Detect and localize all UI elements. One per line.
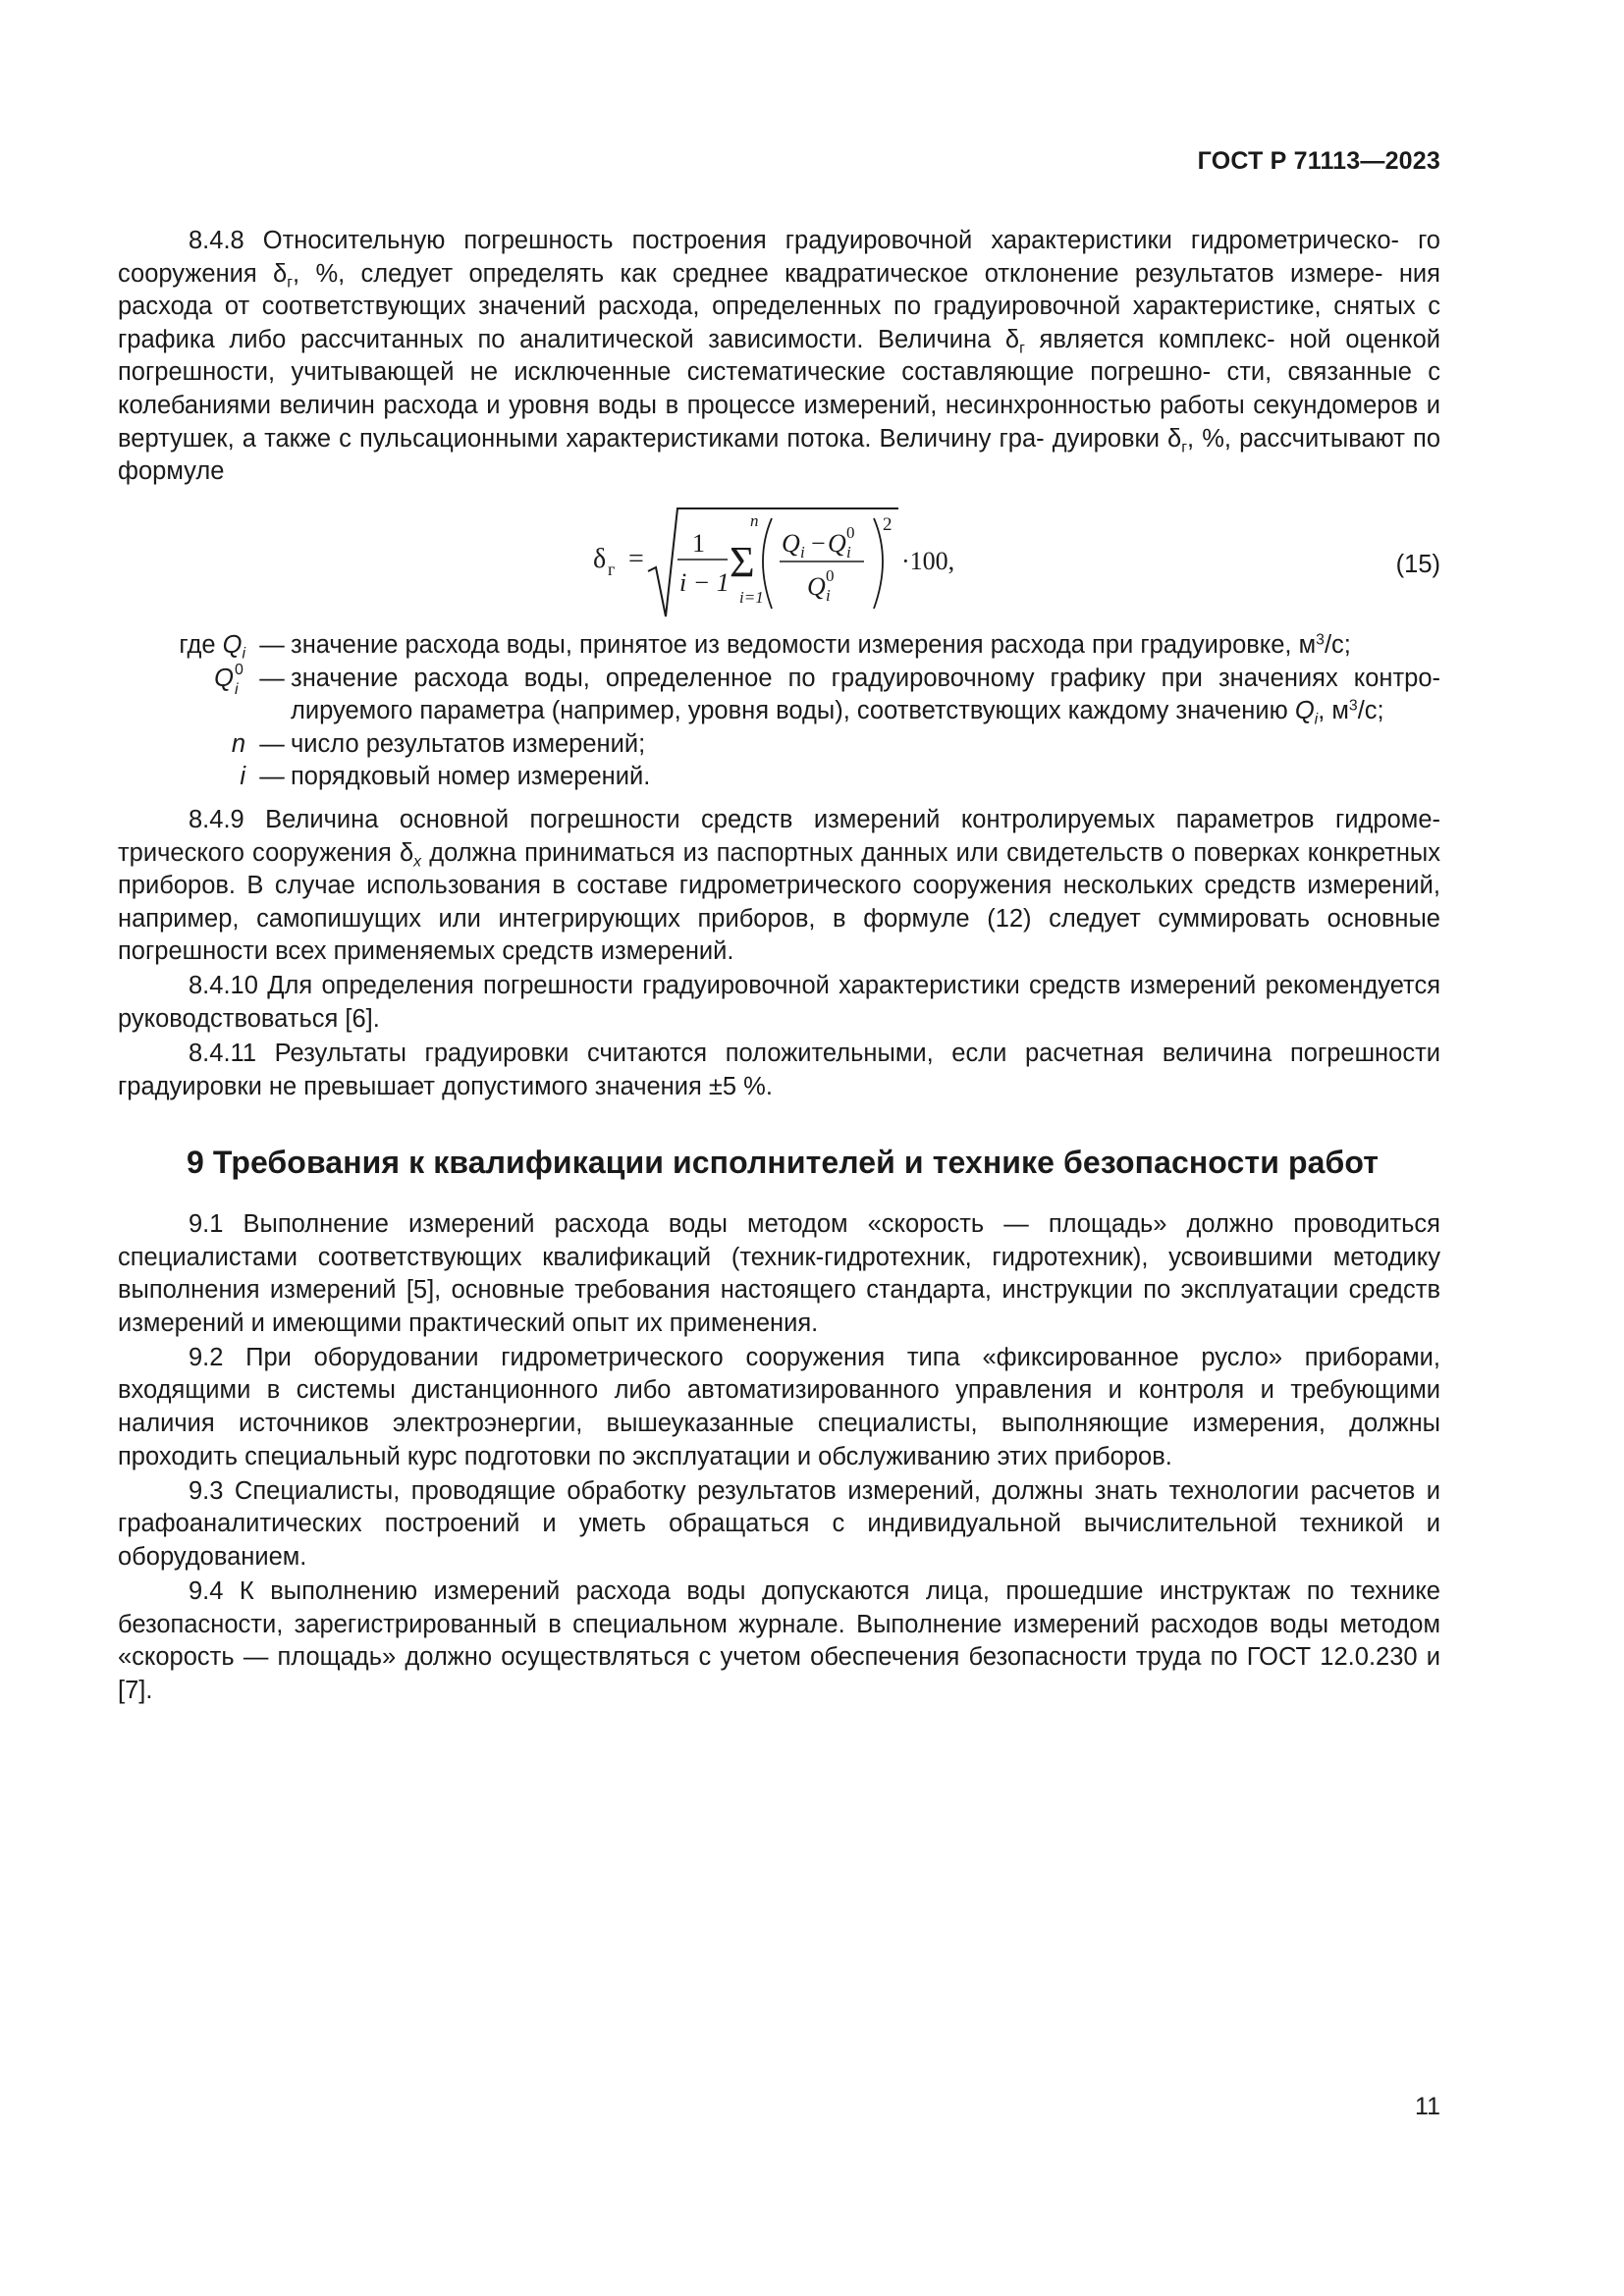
formula-lhs: δ [593,544,607,574]
paragraph-8-4-9: 8.4.9 Величина основной погрешности средств измерений контролируемых параметров гидроме-трического сооружения $\delta_x$ должна приниматься из паспортных данных или свидетельств о поверках конкретных приборов. В случае использования в составе гидрометрического сооружения нескольких средств измерений, например, самопишущих или интегрирующих приборов, в формуле (12) следует суммировать основные погрешности всех применяемых средств измерений. [118,806,1440,966]
numerator-q0: Q [828,529,846,558]
paragraph-8-4-8-text: 8.4.8 Относительную погрешность построения градуировочной характеристики гидрометрическо- го сооружения $\delta_г$, %, следует определять как среднее квадратическое отклонение результатов измере- ния расхода от соответствующих значений расхода, определенных по градуировочной характеристике, снятых с графика либо рассчитанных по аналитической зависимости. Величина $\delta_г$ является комплекс- ной оценкой погрешности, учитывающей не исключенные систематические составляющие погрешно- сти, связанные с колебаниями величин расхода и уровня воды в процессе измерений, несинхронностью работы секундомеров и вертушек, а также с пульсационными характеристиками потока. Величину гра- дуировки $\delta_г$, %, рассчитывают по формуле [118,227,1441,486]
legend-row-i: i — порядковый номер измерений. [240,763,651,791]
legend-row-qi: где $Q_i$ — значение расхода воды, принятое из ведомости измерения расхода при градуировке, $м^3/с$; [179,631,1351,663]
denominator-q0-sup: 0 [826,566,835,585]
formula-denominator: i − 1 [679,568,730,597]
paragraph-8-4-8 [118,225,1440,490]
sum-icon: Σ [730,538,755,586]
numerator-q: Q [782,529,800,558]
formula-equals: = [628,544,644,574]
sum-upper-limit: n [750,511,759,530]
numerator-q-sub: i [800,543,805,561]
numerator-q0-sup: 0 [846,523,855,542]
legend-row-n: n — число результатов измерений; [231,729,646,758]
section-9-body [118,1208,1440,1709]
formula-tail: ·100, [901,547,955,575]
sum-lower-limit: i=1 [739,588,764,607]
paragraph-8-4-11: 8.4.11 Результаты градуировки считаются положительными, если расчетная величина погрешности градуировки не превышает допустимого значения ±5 %. [118,1040,1440,1100]
formula-power: 2 [883,514,893,535]
legend-row-qi0: Q i 0 — значение расхода воды, определенное по градуировочному графику при значениях контро- лируемого параметра (например, уровня воды), соответствующих каждому значению $Q_i$, $м^3/с$; [214,661,1440,728]
paragraph-9-3: 9.3 Специалисты, проводящие обработку результатов измерений, должны знать технологии расчетов и графоаналитических построений и уметь обращаться с индивидуальной вычислительной техникой и оборудованием. [118,1476,1440,1571]
page-number: 11 [1415,2093,1440,2120]
document-header-id: ГОСТ Р 71113—2023 [1197,147,1440,175]
paragraph-8-4-10: 8.4.10 Для определения погрешности градуировочной характеристики средств измерений рекомендуется руководствоваться [6]. [118,972,1440,1034]
formula-15 [0,501,1624,628]
paragraph-9-1: 9.1 Выполнение измерений расхода воды методом «скорость — площадь» должно проводиться специалистами соответствующих квалификаций (техник-гидротехник, гидротехник), усвоившими методику выполнения измерений [5], основные требования настоящего стандарта, инструкции по эксплуатации средств измерений и имеющими практический опыт их применения. [118,1210,1440,1337]
sqrt-sign [648,508,898,616]
paragraph-9-2: 9.2 При оборудовании гидрометрического сооружения типа «фиксированное русло» приборами, входящими в системы дистанционного либо автоматизированного управления и контроля и требующими наличия источников электроэнергии, вышеуказанные специалисты, выполняющие измерения, должны проходить специальный курс подготовки по эксплуатации и обслуживанию этих приборов. [118,1343,1440,1470]
left-paren [763,518,772,609]
section-9-heading: 9 Требования к квалификации исполнителей и технике безопасности работ [187,1145,1379,1180]
formula-one: 1 [692,529,705,558]
numerator-minus: − [811,529,826,558]
formula-legend [118,629,1440,794]
right-paren [874,518,883,609]
numerator-q0-sub: i [846,543,851,561]
formula-lhs-sub: г [608,560,616,579]
denominator-q0: Q [807,572,826,601]
paragraphs-8-4-9-to-11 [118,804,1440,1105]
denominator-q0-sub: i [826,586,831,605]
paragraph-9-4: 9.4 К выполнению измерений расхода воды допускаются лица, прошедшие инструктаж по технике безопасности, зарегистрированный в специальном журнале. Выполнение измерений расходов воды методом «скорость — площадь» должно осуществляться с учетом обеспечения безопасности труда по ГОСТ 12.0.230 и [7]. [118,1577,1440,1704]
formula-number: (15) [1395,551,1440,578]
